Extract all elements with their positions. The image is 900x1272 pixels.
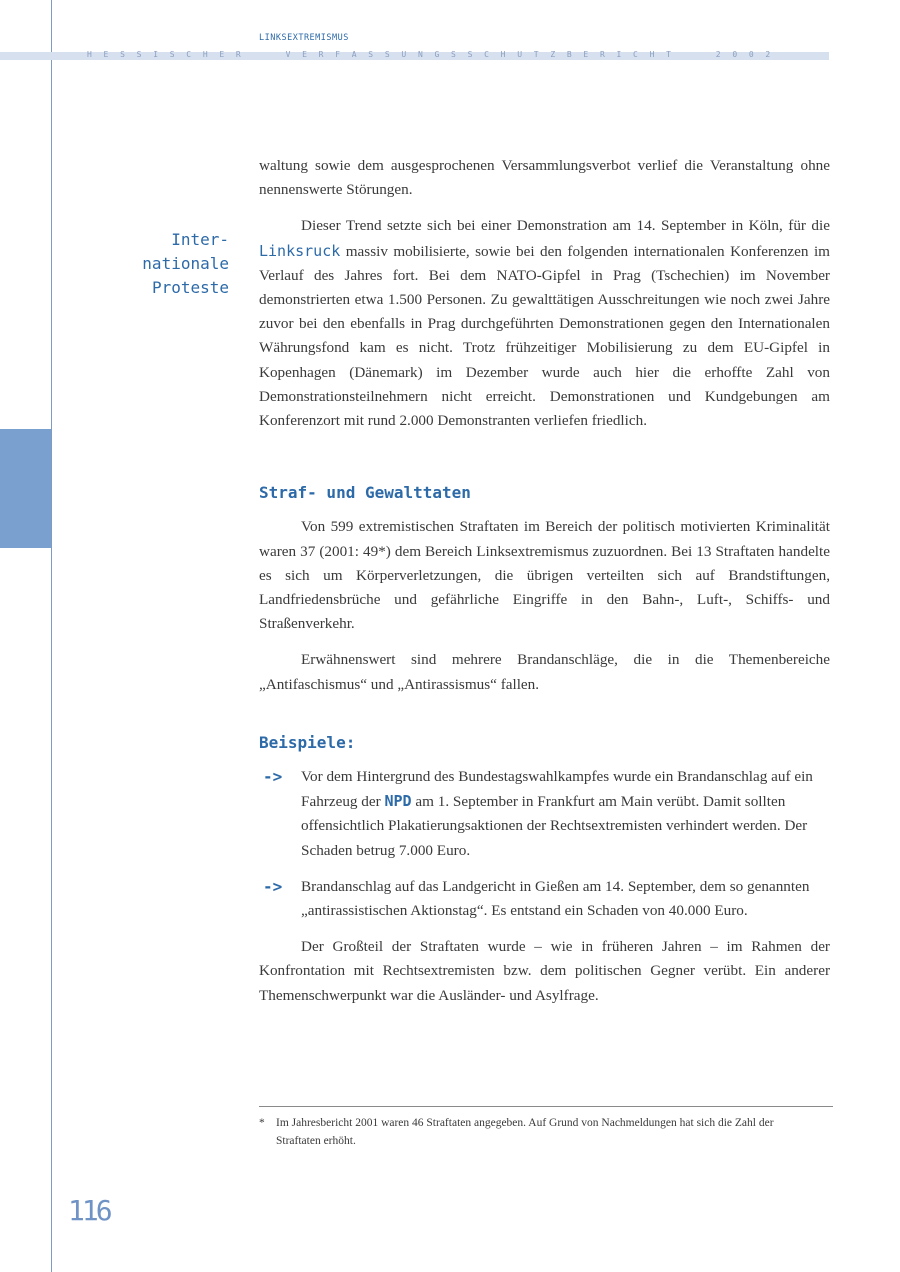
margin-heading-line: Inter- (171, 230, 229, 249)
margin-heading (142, 228, 229, 300)
title-letter (252, 50, 269, 62)
body-text (259, 154, 830, 1008)
title-letter: A (351, 50, 357, 59)
title-letter: S (120, 50, 125, 59)
arrow-right-icon: -> (263, 876, 283, 896)
organization-name-npd: NPD (384, 792, 412, 811)
organization-name-linksruck: Linksruck (259, 241, 341, 260)
paragraph (259, 214, 830, 433)
section-heading: Straf- und Gewalttaten (259, 483, 471, 503)
chapter-tab (0, 429, 51, 548)
title-letter: S (136, 50, 142, 59)
title-letter: R (235, 50, 241, 59)
title-letter: S (451, 50, 456, 59)
title-letter: 0 (732, 50, 738, 59)
margin-heading-line: Proteste (151, 278, 229, 297)
title-letter: U (401, 50, 407, 59)
arrow-right-icon: -> (263, 767, 283, 787)
title-letter: S (467, 50, 473, 59)
title-letter: S (384, 50, 390, 59)
examples-heading: Beispiele: (259, 732, 356, 752)
title-letter: T (666, 50, 671, 59)
footnote (259, 1114, 819, 1150)
title-letter: H (202, 50, 208, 59)
title-letter: 2 (715, 50, 721, 59)
title-letter: H (500, 50, 506, 59)
text-span: Brandanschlag auf das Landgericht in Gießen am 14. September, dem so genannten „antirassistischen Aktionstag“. Es entstand ein Schaden von 40.000 Euro. (301, 877, 810, 920)
title-letter: I (153, 50, 159, 59)
page-number: 116 (68, 1194, 110, 1227)
title-letter: 2 (765, 50, 771, 59)
title-letter: T (533, 50, 539, 59)
title-letter: E (583, 50, 589, 59)
example-item (259, 765, 830, 863)
publication-title (87, 50, 782, 62)
title-letter: 0 (748, 50, 754, 59)
paragraph: Der Großteil der Straftaten wurde – wie in früheren Jahren – im Rahmen der Konfrontation mit Rechtsextremisten bzw. dem politischen Gegner verübt. Ein anderer Themenschwerpunkt war die Ausländer- und Asylfrage. (259, 938, 830, 1004)
running-head: LINKSEXTREMISMUS (259, 33, 349, 43)
title-letter: I (616, 50, 622, 59)
title-letter: G (434, 50, 440, 59)
title-letter: S (169, 50, 175, 59)
footnote-divider (259, 1106, 833, 1107)
paragraph: Erwähnenswert sind mehrere Brandanschläge, die in die Themenbereiche „Antifaschismus“ und „Antirassismus“ fallen. (259, 651, 830, 693)
margin-heading-line: nationale (142, 254, 229, 273)
title-letter: B (566, 50, 572, 59)
title-letter: V (285, 50, 291, 59)
footnote-text: Im Jahresbericht 2001 waren 46 Straftaten angegeben. Auf Grund von Nachmeldungen hat sich die Zahl der Straftaten erhöht. (276, 1117, 774, 1147)
text-span: am 1. September in Frankfurt am Main verübt. Damit sollten offensichtlich Plakatierungsaktionen der Rechtsextremisten verhindert werden. Der Schaden betrug 7.000 Euro. (301, 793, 808, 859)
title-letter: C (186, 50, 192, 59)
footnote-marker: * (259, 1117, 265, 1129)
title-letter: H (87, 50, 92, 59)
title-letter: C (633, 50, 638, 59)
title-letter: F (335, 50, 341, 59)
paragraph: Von 599 extremistischen Straftaten im Bereich der politisch motivierten Kriminalität waren 37 (2001: 49*) dem Bereich Linksextremismus zuzuordnen. Bei 13 Straftaten handelte es sich um Körperverletzungen, die übrigen verteilten sich auf Brandstiftungen, Landfriedensbrüche und gefährliche Eingriffe in den Bahn-, Luft-, Schiffs- und Straßenverkehr. (259, 518, 830, 633)
title-letter: Z (550, 50, 556, 59)
title-letter: U (517, 50, 523, 59)
title-letter: S (368, 50, 374, 59)
title-letter: R (599, 50, 605, 59)
title-letter: H (649, 50, 655, 59)
title-letter: E (103, 50, 109, 59)
title-letter: R (318, 50, 324, 59)
text-span: Vor dem Hintergrund des Bundestagswahlkampfes wurde ein Brandanschlag auf ein Fahrzeug der (301, 768, 813, 811)
example-item (259, 875, 830, 923)
title-letter: E (302, 50, 307, 59)
title-letter: E (219, 50, 225, 59)
title-letter (269, 50, 286, 62)
text-span: Dieser Trend setzte sich bei einer Demonstration am 14. September in Köln, für die (301, 217, 830, 235)
title-letter: N (417, 50, 423, 59)
title-letter (699, 50, 716, 62)
text-span: massiv mobilisierte, sowie bei den folgenden internationalen Konferenzen im Verlauf des Jahres fort. Bei dem NATO-Gipfel in Prag (Tschechien) im November demonstrierten etwa 1.500 Personen. Zu gewalttätigen Ausschreitungen wie noch zwei Jahre zuvor bei den ebenfalls in Prag durchgeführten Demonstrationen gegen den Internationalen Währungsfond kam es nicht. Trotz frühzeitiger Mobilisierung zu dem EU-Gipfel in Kopenhagen (Dänemark) im Dezember wurde auch hier die erhoffte Zahl von Demonstrationsteilnehmern nicht erreicht. Demonstrationen und Kundgebungen am Konferenzort mit rund 2.000 Demonstranten verliefen friedlich. (259, 242, 830, 430)
title-letter (683, 50, 700, 62)
title-letter: C (484, 50, 489, 59)
paragraph: waltung sowie dem ausgesprochenen Versammlungsverbot verlief die Veranstaltung ohne nennenswerte Störungen. (259, 157, 830, 199)
margin-rule (51, 0, 52, 1272)
